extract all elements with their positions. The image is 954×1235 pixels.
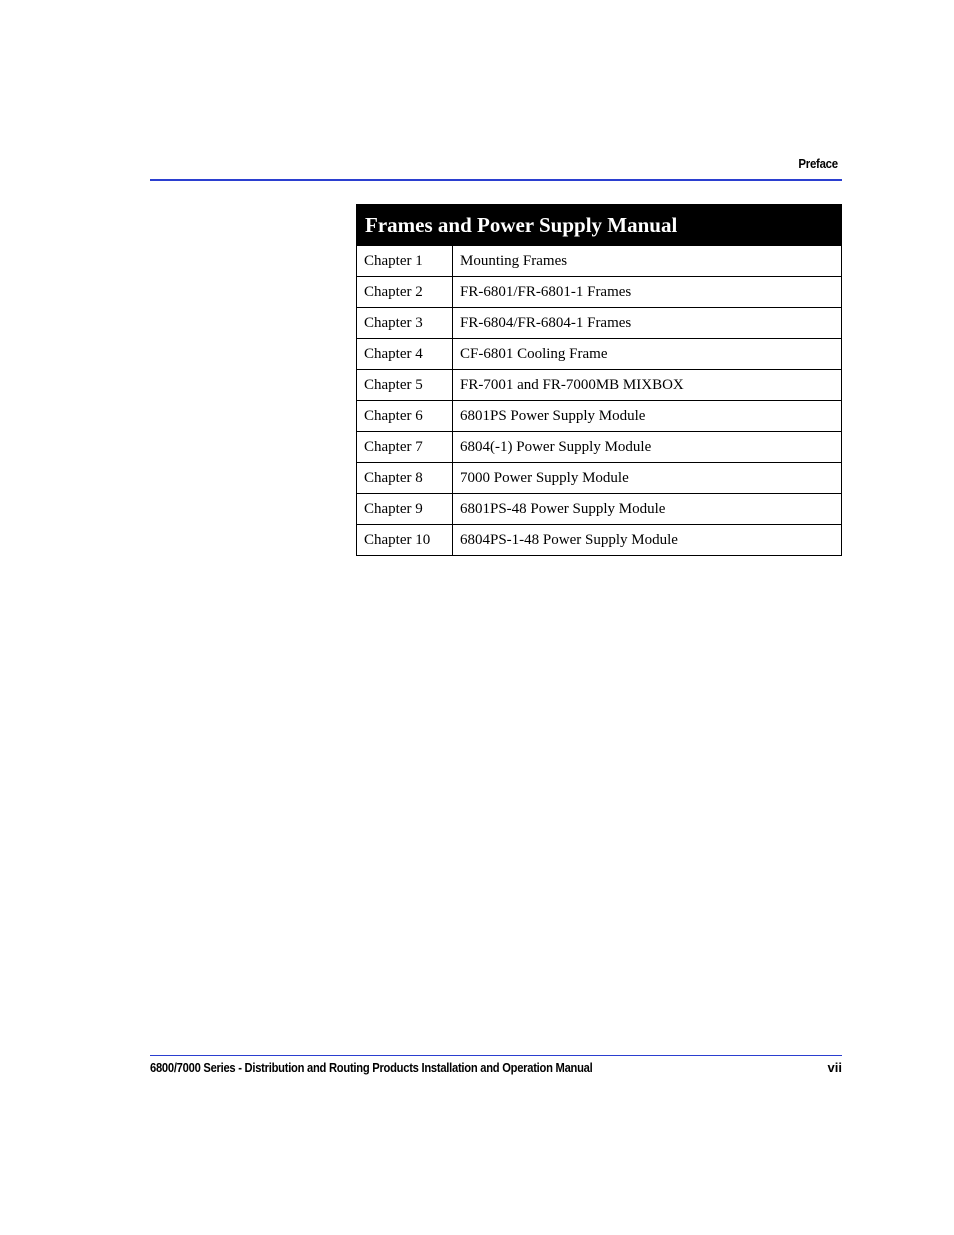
chapter-title: FR-6804/FR-6804-1 Frames	[453, 308, 842, 339]
header-rule	[150, 179, 842, 181]
chapter-number: Chapter 5	[357, 370, 453, 401]
chapter-number: Chapter 3	[357, 308, 453, 339]
chapter-title: 6801PS-48 Power Supply Module	[453, 494, 842, 525]
chapter-number: Chapter 7	[357, 432, 453, 463]
chapter-number: Chapter 2	[357, 277, 453, 308]
chapter-title: 7000 Power Supply Module	[453, 463, 842, 494]
footer-manual-title: 6800/7000 Series - Distribution and Routing Products Installation and Operation Manual	[150, 1060, 593, 1075]
chapter-title: CF-6801 Cooling Frame	[453, 339, 842, 370]
table-row	[357, 401, 842, 432]
section-label: Preface	[798, 156, 838, 171]
chapter-number: Chapter 8	[357, 463, 453, 494]
chapter-title: FR-6801/FR-6801-1 Frames	[453, 277, 842, 308]
chapter-number: Chapter 9	[357, 494, 453, 525]
chapter-number: Chapter 4	[357, 339, 453, 370]
page-number: vii	[827, 1060, 842, 1075]
table-header-row	[357, 205, 842, 246]
table-row	[357, 463, 842, 494]
chapter-title: FR-7001 and FR-7000MB MIXBOX	[453, 370, 842, 401]
table-row	[357, 277, 842, 308]
page-header	[0, 155, 954, 185]
table-row	[357, 308, 842, 339]
page-footer	[0, 1055, 954, 1085]
table-row	[357, 339, 842, 370]
manual-chapter-table	[356, 204, 842, 556]
chapter-number: Chapter 1	[357, 246, 453, 277]
chapter-title: Mounting Frames	[453, 246, 842, 277]
table-row	[357, 370, 842, 401]
chapter-title: 6804PS-1-48 Power Supply Module	[453, 525, 842, 556]
chapter-number: Chapter 10	[357, 525, 453, 556]
footer-rule	[150, 1055, 842, 1056]
chapter-title: 6804(-1) Power Supply Module	[453, 432, 842, 463]
table-title: Frames and Power Supply Manual	[357, 205, 842, 246]
table-row	[357, 432, 842, 463]
table-row	[357, 494, 842, 525]
table-row	[357, 246, 842, 277]
table-row	[357, 525, 842, 556]
chapter-number: Chapter 6	[357, 401, 453, 432]
chapter-title: 6801PS Power Supply Module	[453, 401, 842, 432]
